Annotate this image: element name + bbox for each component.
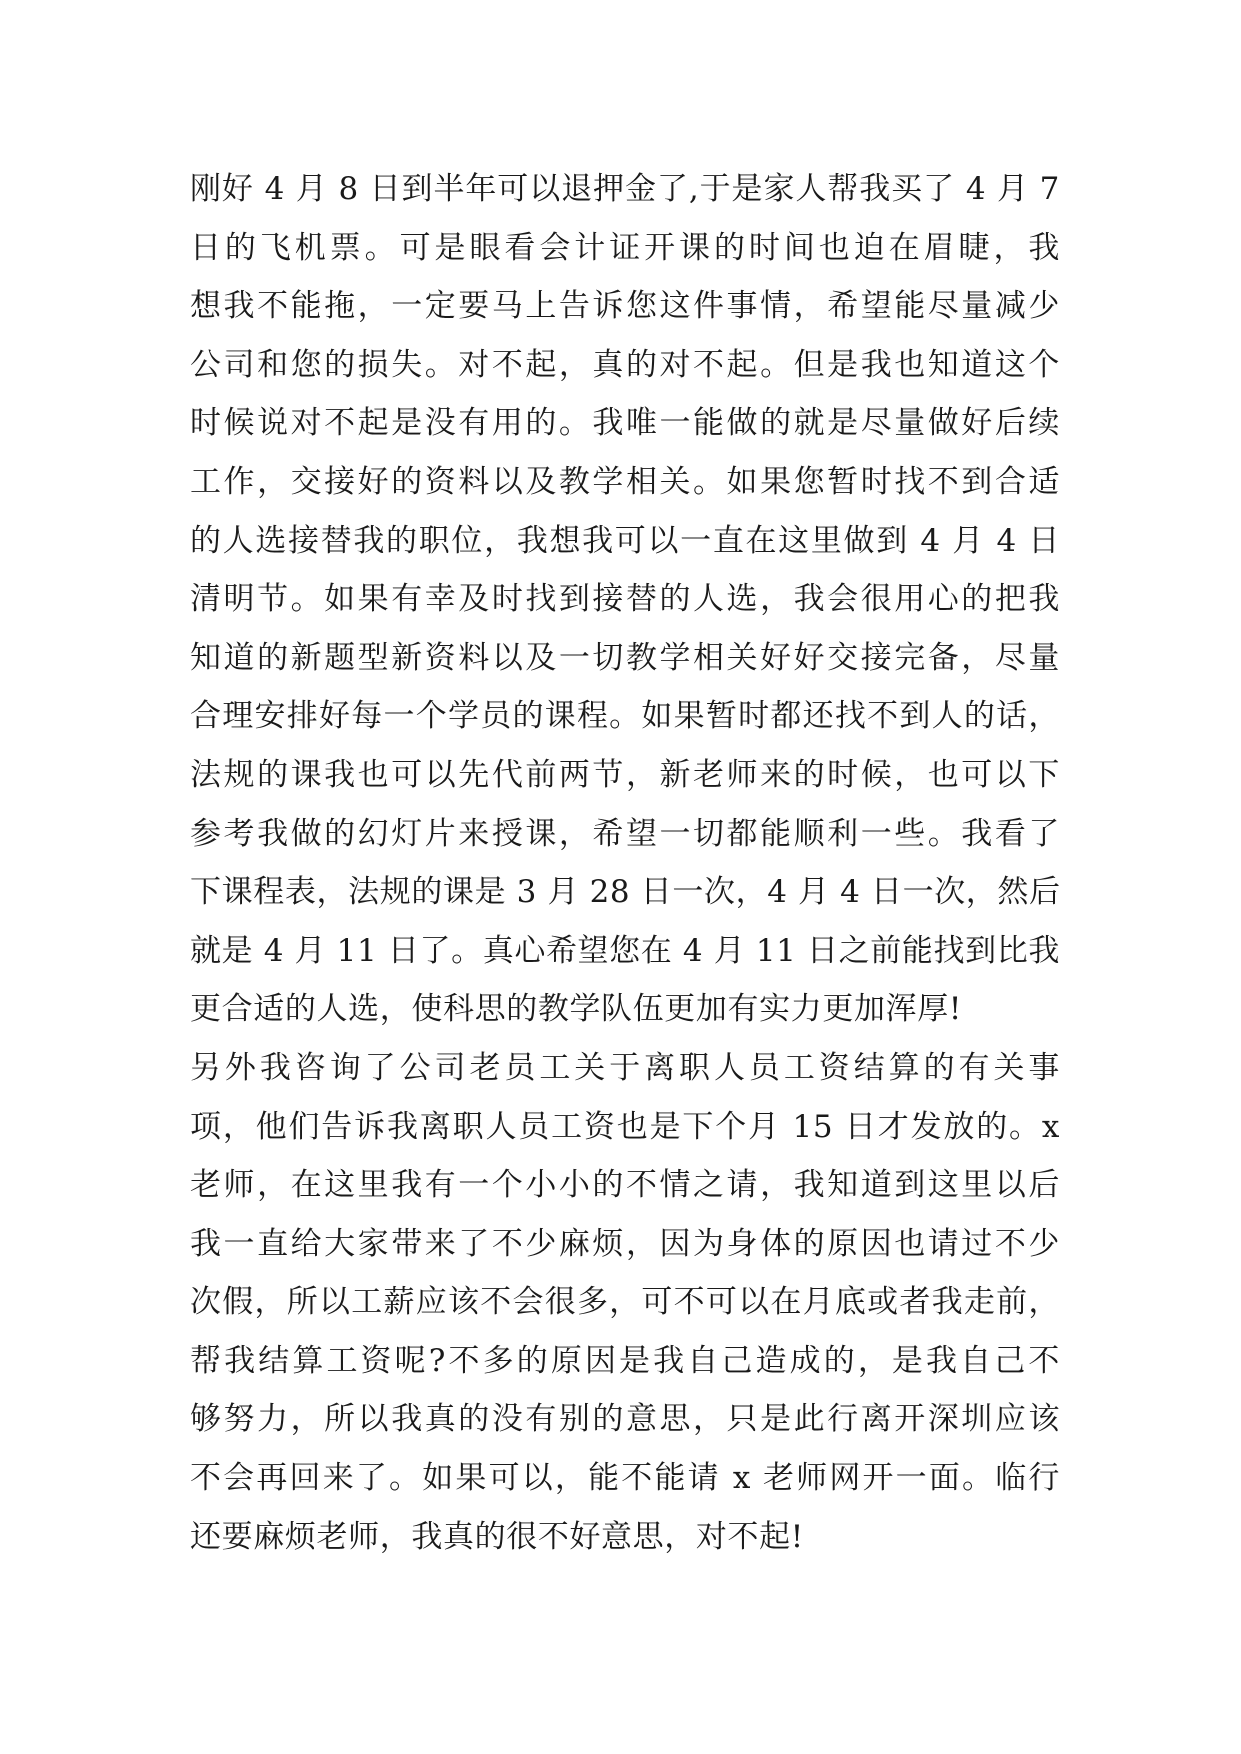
- text-line: 更合适的人选，使科思的教学队伍更加有实力更加浑厚!: [190, 991, 962, 1028]
- text-line: 想我不能拖，一定要马上告诉您这件事情，希望能尽量减少: [190, 288, 1060, 325]
- text-line: 参考我做的幻灯片来授课，希望一切都能顺利一些。我看了: [190, 815, 1060, 852]
- text-line: 日的飞机票。可是眼看会计证开课的时间也迫在眉睫，我: [190, 229, 1060, 266]
- text-line: 就是 4 月 11 日了。真心希望您在 4 月 11 日之前能找到比我: [190, 932, 1060, 969]
- text-line: 够努力，所以我真的没有别的意思，只是此行离开深圳应该: [190, 1401, 1060, 1438]
- text-line: 的人选接替我的职位，我想我可以一直在这里做到 4 月 4 日: [190, 522, 1060, 559]
- text-line: 不会再回来了。如果可以，能不能请 x 老师网开一面。临行: [190, 1460, 1060, 1497]
- paragraph-1: [190, 160, 1060, 1039]
- paragraph-2: [190, 1039, 1060, 1566]
- text-line: 公司和您的损失。对不起，真的对不起。但是我也知道这个: [190, 346, 1060, 383]
- text-line: 工作，交接好的资料以及教学相关。如果您暂时找不到合适: [190, 463, 1060, 500]
- text-line: 还要麻烦老师，我真的很不好意思，对不起!: [190, 1518, 804, 1555]
- text-line: 另外我咨询了公司老员工关于离职人员工资结算的有关事: [190, 1049, 1060, 1086]
- text-line: 法规的课我也可以先代前两节，新老师来的时候，也可以下: [190, 756, 1060, 793]
- text-line: 老师，在这里我有一个小小的不情之请，我知道到这里以后: [190, 1167, 1060, 1204]
- text-line: 清明节。如果有幸及时找到接替的人选，我会很用心的把我: [190, 581, 1060, 618]
- text-line: 次假，所以工薪应该不会很多，可不可以在月底或者我走前，: [190, 1284, 1060, 1321]
- text-line: 知道的新题型新资料以及一切教学相关好好交接完备，尽量: [190, 639, 1060, 676]
- text-line: 时候说对不起是没有用的。我唯一能做的就是尽量做好后续: [190, 405, 1060, 442]
- text-line: 下课程表，法规的课是 3 月 28 日一次，4 月 4 日一次，然后: [190, 874, 1061, 911]
- text-line: 刚好 4 月 8 日到半年可以退押金了,于是家人帮我买了 4 月 7: [190, 171, 1060, 207]
- text-line: 我一直给大家带来了不少麻烦，因为身体的原因也请过不少: [190, 1225, 1060, 1262]
- text-line: 合理安排好每一个学员的课程。如果暂时都还找不到人的话，: [190, 698, 1060, 735]
- text-line: 项，他们告诉我离职人员工资也是下个月 15 日才发放的。x: [190, 1108, 1060, 1145]
- text-line: 帮我结算工资呢?不多的原因是我自己造成的，是我自己不: [190, 1342, 1060, 1379]
- body-text: [190, 160, 1060, 1566]
